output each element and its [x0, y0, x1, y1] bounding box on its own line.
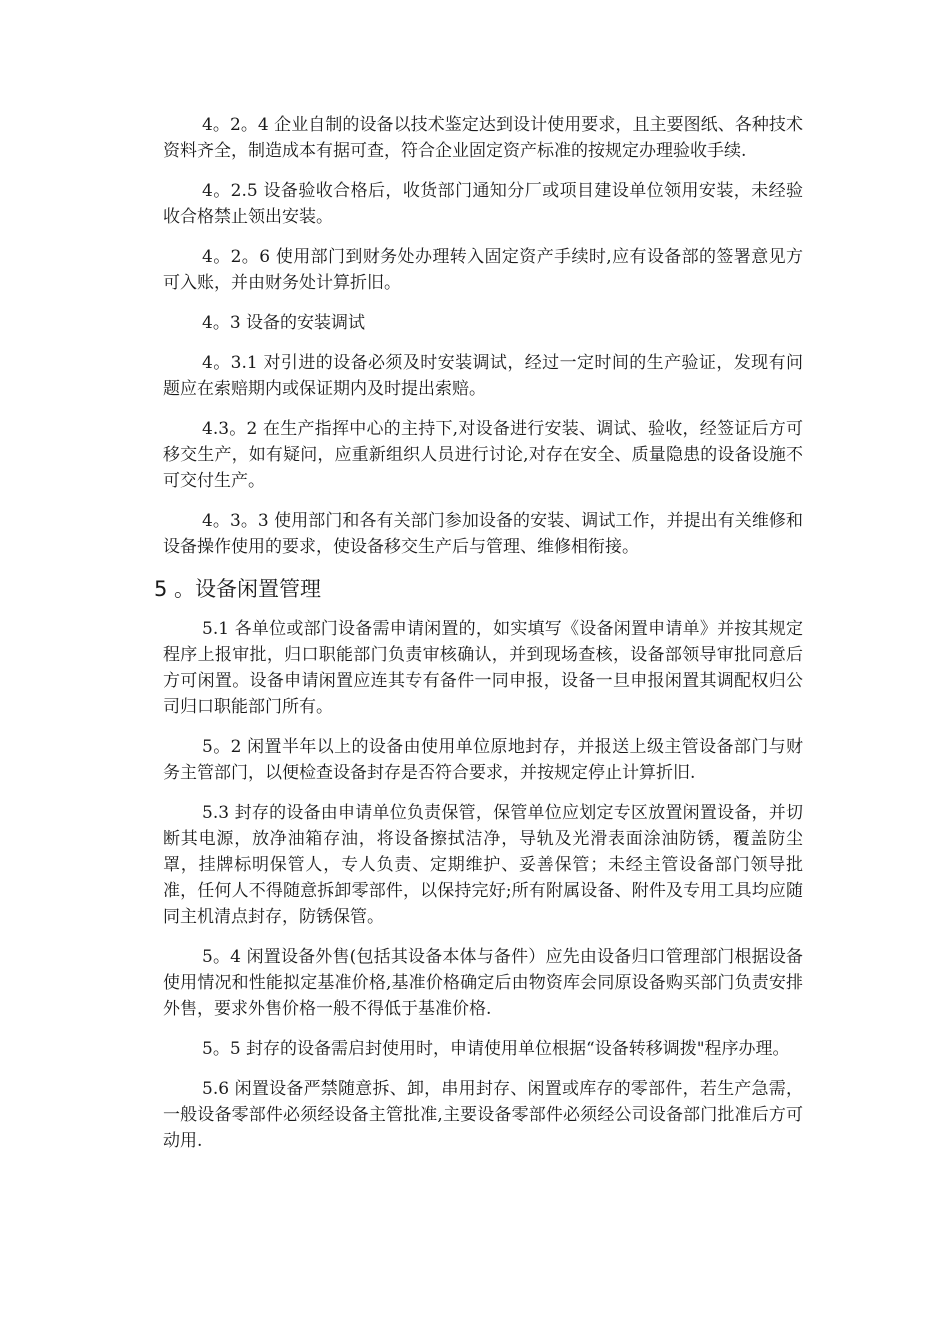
paragraph-4-3-3: 4。3。3 使用部门和各有关部门参加设备的安装、调试工作，并提出有关维修和设备操作使用的要求，使设备移交生产后与管理、维修相衔接。	[163, 511, 803, 557]
paragraph-4-3-2: 4.3。2 在生产指挥中心的主持下,对设备进行安装、调试、验收，经签证后方可移交生产，如有疑问，应重新组织人员进行讨论,对存在安全、质量隐患的设备设施不可交付生产。	[163, 419, 803, 491]
paragraph-5-4: 5。4 闲置设备外售(包括其设备本体与备件）应先由设备归口管理部门根据设备使用情况和性能拟定基准价格,基准价格确定后由物资库会同原设备购买部门负责安排外售，要求外售价格一般不得低于基准价格.	[163, 947, 803, 1019]
paragraph-5-1: 5.1 各单位或部门设备需申请闲置的，如实填写《设备闲置申请单》并按其规定程序上报审批，归口职能部门负责审核确认，并到现场查核，设备部领导审批同意后方可闲置。设备申请闲置应连其专有备件一同申报，设备一旦申报闲置其调配权归公司归口职能部门所有。	[163, 619, 803, 717]
document-body	[154, 112, 803, 1168]
subheading-4-3: 4。3 设备的安装调试	[202, 313, 366, 333]
paragraph-4-2-5: 4。2.5 设备验收合格后，收货部门通知分厂或项目建设单位领用安装，未经验收合格禁止领出安装。	[163, 181, 803, 227]
paragraph-4-2-4: 4。2。4 企业自制的设备以技术鉴定达到设计使用要求，且主要图纸、各种技术资料齐全，制造成本有据可查，符合企业固定资产标准的按规定办理验收手续.	[163, 115, 803, 161]
paragraph-5-3: 5.3 封存的设备由申请单位负责保管，保管单位应划定专区放置闲置设备，并切断其电源，放净油箱存油，将设备擦拭洁净，导轨及光滑表面涂油防锈，覆盖防尘罩，挂牌标明保管人，专人负责、定期维护、妥善保管；未经主管设备部门领导批准，任何人不得随意拆卸零部件，以保持完好;所有附属设备、附件及专用工具均应随同主机清点封存，防锈保管。	[163, 803, 803, 927]
paragraph-5-6: 5.6 闲置设备严禁随意拆、卸，串用封存、闲置或库存的零部件，若生产急需，一般设备零部件必须经设备主管批准,主要设备零部件必须经公司设备部门批准后方可动用.	[163, 1079, 803, 1151]
section-5-heading: 5 。设备闲置管理	[154, 577, 322, 601]
paragraph-4-3-1: 4。3.1 对引进的设备必须及时安装调试，经过一定时间的生产验证，发现有问题应在索赔期内或保证期内及时提出索赔。	[163, 353, 803, 399]
paragraph-5-2: 5。2 闲置半年以上的设备由使用单位原地封存，并报送上级主管设备部门与财务主管部门，以便检查设备封存是否符合要求，并按规定停止计算折旧.	[163, 737, 803, 783]
paragraph-5-5: 5。5 封存的设备需启封使用时，申请使用单位根据“设备转移调拨"程序办理。	[202, 1039, 790, 1059]
paragraph-4-2-6: 4。2。6 使用部门到财务处办理转入固定资产手续时,应有设备部的签署意见方可入账，并由财务处计算折旧。	[163, 247, 803, 293]
